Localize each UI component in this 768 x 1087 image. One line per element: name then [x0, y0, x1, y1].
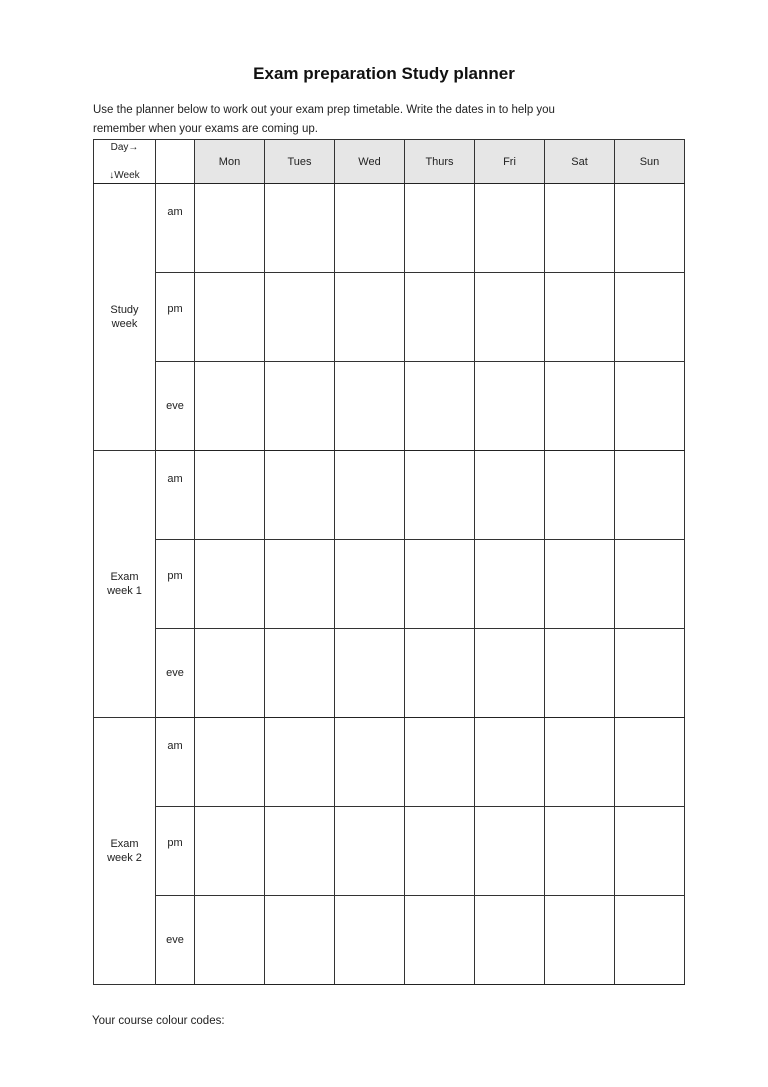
planner-cell[interactable] [265, 362, 335, 451]
group-label-line-2: week 1 [107, 585, 142, 597]
planner-cell[interactable] [195, 273, 265, 362]
planner-cell[interactable] [265, 718, 335, 807]
time-slot-cell [156, 451, 195, 540]
time-slot-cell [156, 718, 195, 807]
time-slot-label: am [167, 206, 183, 218]
planner-row [94, 273, 685, 362]
planner-cell[interactable] [195, 451, 265, 540]
planner-cell[interactable] [545, 718, 615, 807]
planner-cell[interactable] [475, 451, 545, 540]
planner-cell[interactable] [475, 629, 545, 718]
day-header-tues: Tues [265, 140, 335, 184]
time-slot-label: pm [167, 570, 183, 582]
time-slot-cell [156, 896, 195, 985]
planner-cell[interactable] [615, 807, 685, 896]
planner-cell[interactable] [265, 184, 335, 273]
time-slot-cell [156, 273, 195, 362]
time-slot-label: eve [166, 400, 184, 412]
planner-cell[interactable] [615, 896, 685, 985]
day-header-thurs: Thurs [405, 140, 475, 184]
day-header-fri: Fri [475, 140, 545, 184]
time-slot-label: am [167, 473, 183, 485]
planner-cell[interactable] [265, 273, 335, 362]
planner-cell[interactable] [405, 896, 475, 985]
planner-cell[interactable] [545, 540, 615, 629]
header-row [94, 140, 685, 184]
planner-cell[interactable] [545, 807, 615, 896]
group-label-line-1: Exam [110, 838, 139, 850]
planner-row [94, 629, 685, 718]
planner-cell[interactable] [545, 273, 615, 362]
planner-cell[interactable] [265, 896, 335, 985]
day-axis-label: Day→ [110, 142, 139, 153]
planner-cell[interactable] [405, 540, 475, 629]
planner-cell[interactable] [615, 718, 685, 807]
planner-cell[interactable] [405, 807, 475, 896]
intro-line-2: remember when your exams are coming up. [93, 123, 318, 135]
intro-line-1: Use the planner below to work out your exam prep timetable. Write the dates in to help you [93, 104, 555, 116]
time-slot-cell [156, 362, 195, 451]
group-label-cell [94, 451, 156, 718]
planner-cell[interactable] [265, 451, 335, 540]
group-label-line-1: Study [110, 304, 139, 316]
planner-cell[interactable] [335, 362, 405, 451]
planner-row [94, 896, 685, 985]
planner-row [94, 807, 685, 896]
planner-cell[interactable] [265, 540, 335, 629]
planner-cell[interactable] [195, 807, 265, 896]
planner-body [94, 184, 685, 985]
planner-row [94, 718, 685, 807]
group-label-cell [94, 184, 156, 451]
group-label-cell [94, 718, 156, 985]
time-slot-label: eve [166, 934, 184, 946]
week-axis-label: ↓Week [109, 170, 140, 181]
group-label-line-2: week [111, 318, 138, 330]
planner-cell[interactable] [335, 718, 405, 807]
planner-row [94, 540, 685, 629]
planner-cell[interactable] [475, 718, 545, 807]
planner-cell[interactable] [545, 629, 615, 718]
planner-cell[interactable] [195, 896, 265, 985]
day-header-sun: Sun [615, 140, 685, 184]
planner-cell[interactable] [475, 362, 545, 451]
planner-cell[interactable] [545, 362, 615, 451]
planner-cell[interactable] [615, 540, 685, 629]
planner-row [94, 184, 685, 273]
planner-cell[interactable] [615, 629, 685, 718]
time-slot-cell [156, 629, 195, 718]
planner-cell[interactable] [615, 362, 685, 451]
planner-cell[interactable] [195, 362, 265, 451]
planner-cell[interactable] [545, 896, 615, 985]
planner-cell[interactable] [545, 184, 615, 273]
group-label-line-2: week 2 [107, 852, 142, 864]
planner-cell[interactable] [615, 451, 685, 540]
planner-cell[interactable] [335, 273, 405, 362]
planner-cell[interactable] [475, 896, 545, 985]
time-slot-cell [156, 540, 195, 629]
planner-row [94, 451, 685, 540]
planner-cell[interactable] [405, 273, 475, 362]
time-slot-cell [156, 807, 195, 896]
planner-cell[interactable] [405, 184, 475, 273]
corner-cell [94, 140, 156, 184]
planner-cell[interactable] [195, 629, 265, 718]
planner-row [94, 362, 685, 451]
time-slot-label: pm [167, 303, 183, 315]
planner-cell[interactable] [195, 540, 265, 629]
colour-codes-label: Your course colour codes: [92, 1015, 225, 1027]
time-slot-label: am [167, 740, 183, 752]
planner-cell[interactable] [265, 629, 335, 718]
planner-cell[interactable] [475, 273, 545, 362]
planner-cell[interactable] [335, 629, 405, 718]
planner-cell[interactable] [265, 807, 335, 896]
planner-cell[interactable] [335, 896, 405, 985]
planner-cell[interactable] [405, 629, 475, 718]
planner-cell[interactable] [335, 184, 405, 273]
planner-cell[interactable] [405, 718, 475, 807]
planner-cell[interactable] [335, 451, 405, 540]
time-slot-cell [156, 184, 195, 273]
intro-text [93, 101, 693, 139]
planner-cell[interactable] [545, 451, 615, 540]
time-slot-label: eve [166, 667, 184, 679]
group-label-line-1: Exam [110, 571, 139, 583]
planner-cell[interactable] [335, 807, 405, 896]
planner-cell[interactable] [475, 807, 545, 896]
planner-cell[interactable] [475, 540, 545, 629]
planner-cell[interactable] [615, 273, 685, 362]
day-header-sat: Sat [545, 140, 615, 184]
planner-cell[interactable] [335, 540, 405, 629]
day-header-mon: Mon [195, 140, 265, 184]
planner-cell[interactable] [405, 362, 475, 451]
planner-cell[interactable] [195, 184, 265, 273]
planner-cell[interactable] [615, 184, 685, 273]
planner-cell[interactable] [405, 451, 475, 540]
page-title: Exam preparation Study planner [253, 64, 515, 83]
day-header-wed: Wed [335, 140, 405, 184]
time-slot-label: pm [167, 837, 183, 849]
corner-blank-cell [156, 140, 195, 184]
planner-table [93, 139, 685, 985]
planner-cell[interactable] [195, 718, 265, 807]
planner-cell[interactable] [475, 184, 545, 273]
